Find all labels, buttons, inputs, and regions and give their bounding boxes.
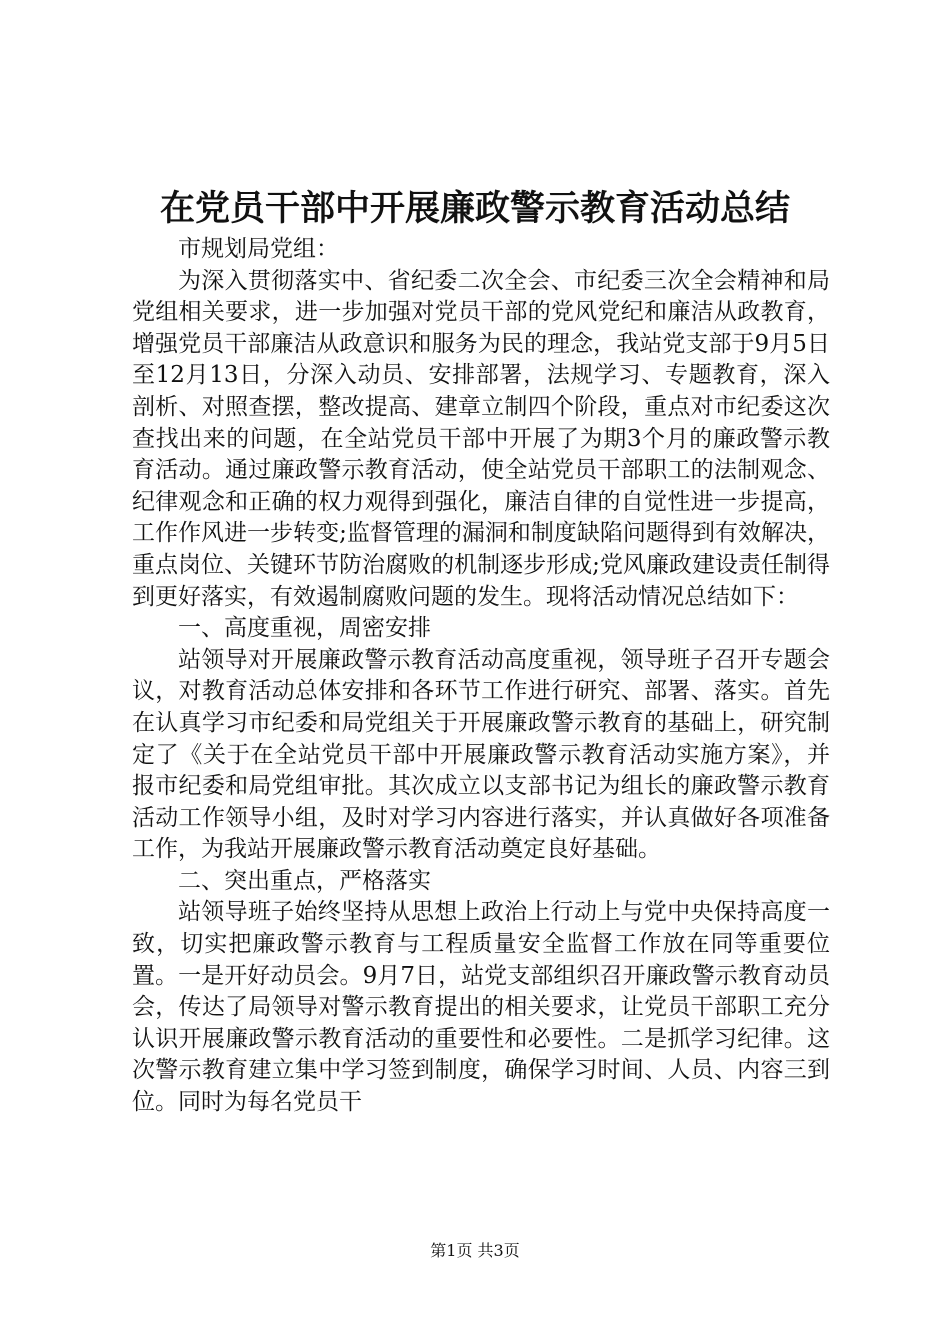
section-2-paragraph: 站领导班子始终坚持从思想上政治上行动上与党中央保持高度一致，切实把廉政警示教育与工程质量安全监督工作放在同等重要位置。一是开好动员会。9月7日，站党支部组织召开廉政警示教育动员会，传达了局领导对警示教育提出的相关要求，让党员干部职工充分认识开展廉政警示教育活动的重要性和必要性。二是抓学习纪律。这次警示教育建立集中学习签到制度，确保学习时间、人员、内容三到位。同时为每名党员干 xyxy=(132,899,830,1116)
section-heading-2: 二、突出重点，严格落实 xyxy=(178,867,431,894)
section-1-paragraph: 站领导对开展廉政警示教育活动高度重视，领导班子召开专题会议，对教育活动总体安排和各环节工作进行研究、部署、落实。首先在认真学习市纪委和局党组关于开展廉政警示教育的基础上，研究制定了《关于在全站党员干部中开展廉政警示教育活动实施方案》，并报市纪委和局党组审批。其次成立以支部书记为组长的廉政警示教育活动工作领导小组，及时对学习内容进行落实，并认真做好各项准备工作，为我站开展廉政警示教育活动奠定良好基础。 xyxy=(132,646,830,863)
page-number-footer: 第1页 共3页 xyxy=(430,1241,520,1260)
section-heading-1: 一、高度重视，周密安排 xyxy=(178,615,431,642)
document-title: 在党员干部中开展廉政警示教育活动总结 xyxy=(159,188,790,229)
addressee-line: 市规划局党组： xyxy=(178,236,339,262)
document-body xyxy=(132,234,830,1119)
intro-paragraph: 为深入贯彻落实中、省纪委二次全会、市纪委三次全会精神和局党组相关要求，进一步加强对党员干部的党风党纪和廉洁从政教育，增强党员干部廉洁从政意识和服务为民的理念，我站党支部于9月5日至12月13日，分深入动员、安排部署，法规学习、专题教育，深入剖析、对照查摆，整改提高、建章立制四个阶段，重点对市纪委这次查找出来的问题，在全站党员干部中开展了为期3个月的廉政警示教育活动。通过廉政警示教育活动，使全站党员干部职工的法制观念、纪律观念和正确的权力观得到强化，廉洁自律的自觉性进一步提高，工作作风进一步转变;监督管理的漏洞和制度缺陷问题得到有效解决，重点岗位、关键环节防治腐败的机制逐步形成;党风廉政建设责任制得到更好落实，有效遏制腐败问题的发生。现将活动情况总结如下： xyxy=(132,267,830,610)
